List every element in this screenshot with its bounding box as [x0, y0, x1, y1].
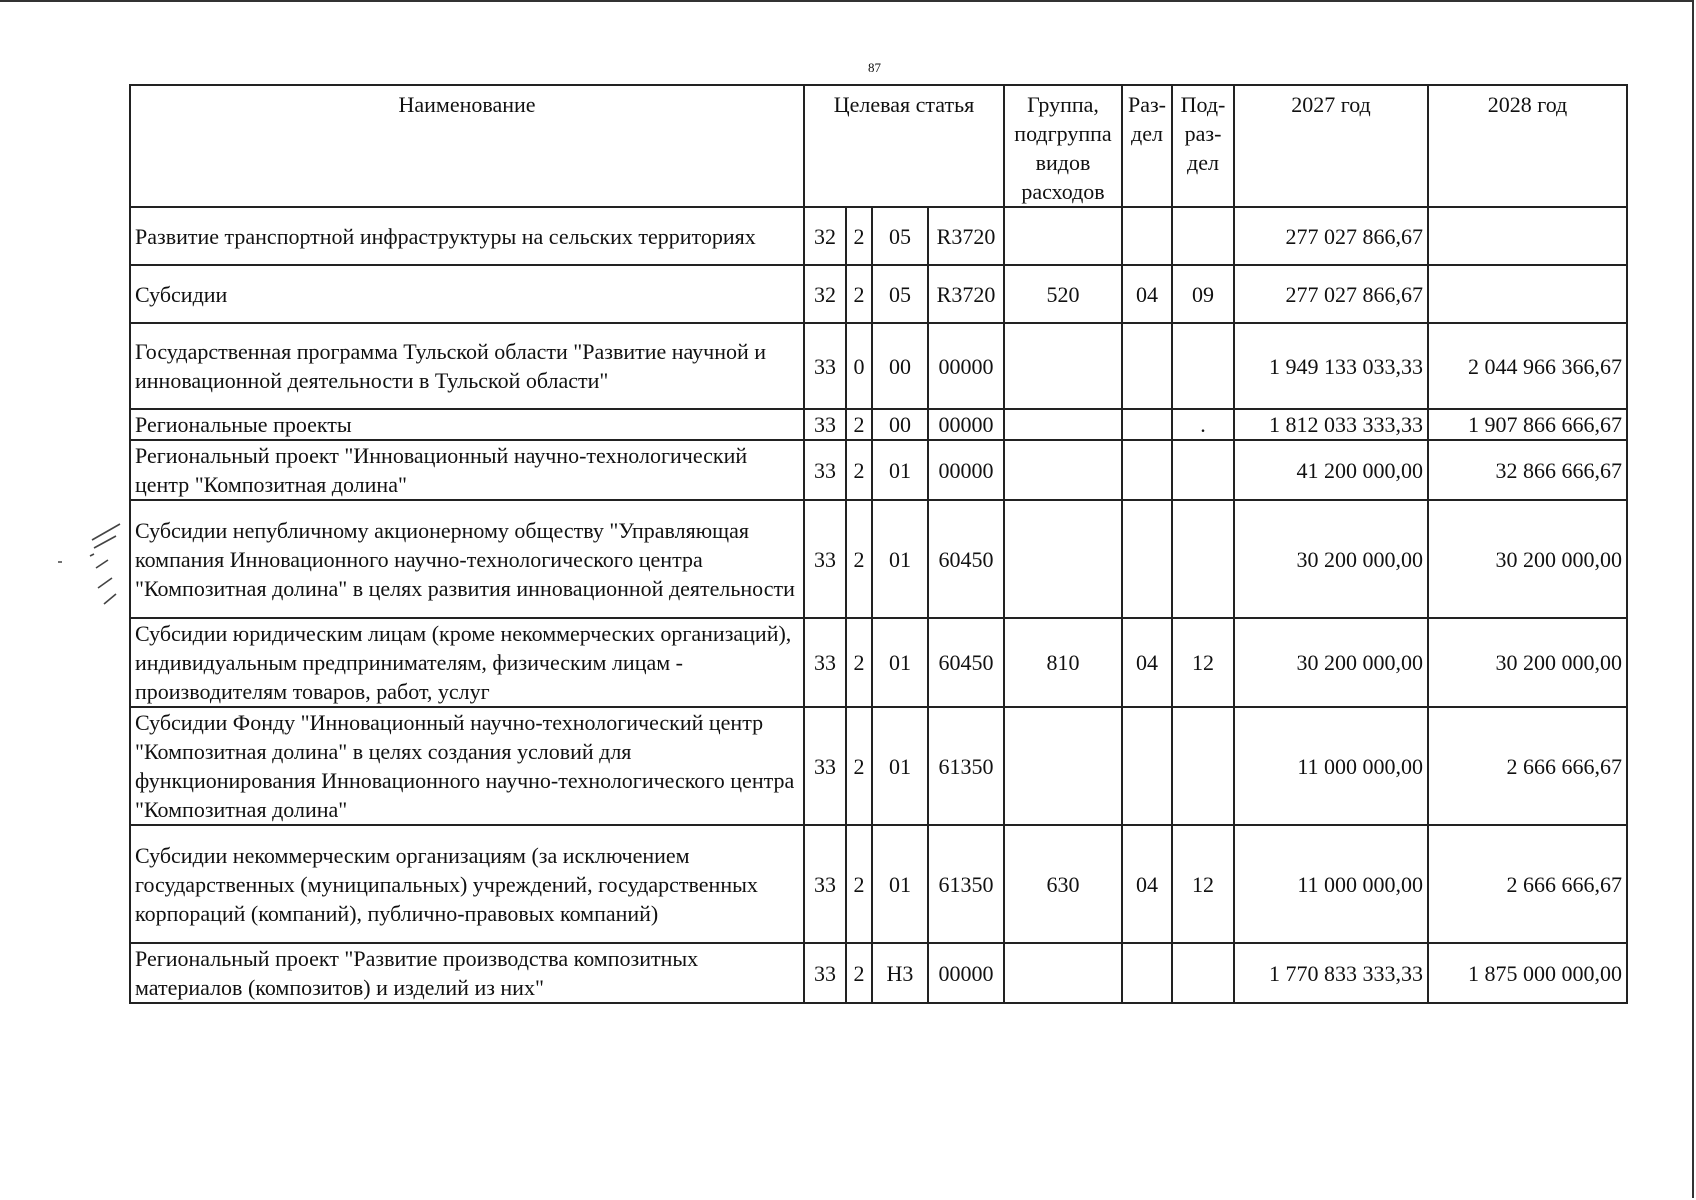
header-subsection: Под-раз-дел — [1172, 85, 1234, 207]
code-expense: 00000 — [928, 409, 1004, 440]
section — [1122, 207, 1172, 265]
amount-2028: 30 200 000,00 — [1428, 500, 1627, 618]
header-year-2028: 2028 год — [1428, 85, 1627, 207]
code-program: 33 — [804, 409, 846, 440]
row-name: Развитие транспортной инфраструктуры на сельских территориях — [130, 207, 804, 265]
expense-group — [1004, 409, 1122, 440]
handwritten-mark — [50, 520, 130, 620]
row-name: Субсидии юридическим лицам (кроме некоммерческих организаций), индивидуальным предпринимателям, физическим лицам - производителям товаров, работ, услуг — [130, 618, 804, 707]
expense-group: 810 — [1004, 618, 1122, 707]
expense-group — [1004, 500, 1122, 618]
amount-2028: 1 875 000 000,00 — [1428, 943, 1627, 1003]
row-name: Субсидии Фонду "Инновационный научно-технологический центр "Композитная долина" в целях создания условий для функционирования Инновационного научно-технологического центра "Композитная долина" — [130, 707, 804, 825]
amount-2027: 30 200 000,00 — [1234, 500, 1428, 618]
expense-group: 630 — [1004, 825, 1122, 943]
subsection: 12 — [1172, 618, 1234, 707]
section — [1122, 500, 1172, 618]
table-row — [130, 207, 1627, 265]
code-direction: Н3 — [872, 943, 928, 1003]
table-row — [130, 265, 1627, 323]
code-type: 2 — [846, 618, 872, 707]
subsection: 09 — [1172, 265, 1234, 323]
amount-2027: 1 770 833 333,33 — [1234, 943, 1428, 1003]
code-program: 33 — [804, 825, 846, 943]
subsection — [1172, 707, 1234, 825]
section — [1122, 409, 1172, 440]
amount-2028: 30 200 000,00 — [1428, 618, 1627, 707]
amount-2027: 1 949 133 033,33 — [1234, 323, 1428, 409]
code-expense: 00000 — [928, 440, 1004, 500]
code-expense: 00000 — [928, 323, 1004, 409]
code-type: 2 — [846, 500, 872, 618]
table-header-row — [130, 85, 1627, 207]
amount-2028: 2 666 666,67 — [1428, 707, 1627, 825]
table-row — [130, 707, 1627, 825]
expense-group — [1004, 207, 1122, 265]
amount-2027: 11 000 000,00 — [1234, 825, 1428, 943]
code-program: 33 — [804, 943, 846, 1003]
section: 04 — [1122, 825, 1172, 943]
row-name: Региональный проект "Развитие производства композитных материалов (композитов) и изделий из них" — [130, 943, 804, 1003]
table-row — [130, 500, 1627, 618]
section — [1122, 323, 1172, 409]
table-row — [130, 323, 1627, 409]
header-target-article: Целевая статья — [804, 85, 1004, 207]
row-name: Региональный проект "Инновационный научно-технологический центр "Композитная долина" — [130, 440, 804, 500]
code-expense: R3720 — [928, 265, 1004, 323]
subsection: 12 — [1172, 825, 1234, 943]
table-row — [130, 943, 1627, 1003]
amount-2027: 41 200 000,00 — [1234, 440, 1428, 500]
code-type: 2 — [846, 825, 872, 943]
code-program: 32 — [804, 207, 846, 265]
code-type: 2 — [846, 943, 872, 1003]
amount-2028 — [1428, 207, 1627, 265]
code-direction: 01 — [872, 500, 928, 618]
header-group: Группа, подгруппа видов расходов — [1004, 85, 1122, 207]
code-direction: 00 — [872, 323, 928, 409]
code-expense: 61350 — [928, 707, 1004, 825]
amount-2027: 277 027 866,67 — [1234, 265, 1428, 323]
section — [1122, 707, 1172, 825]
expense-group: 520 — [1004, 265, 1122, 323]
amount-2028: 2 666 666,67 — [1428, 825, 1627, 943]
section — [1122, 440, 1172, 500]
code-direction: 01 — [872, 825, 928, 943]
amount-2027: 1 812 033 333,33 — [1234, 409, 1428, 440]
section: 04 — [1122, 265, 1172, 323]
page-number: 87 — [868, 60, 881, 75]
budget-table — [129, 84, 1628, 1004]
table-row — [130, 440, 1627, 500]
table-row — [130, 825, 1627, 943]
code-program: 33 — [804, 500, 846, 618]
subsection — [1172, 440, 1234, 500]
code-program: 33 — [804, 707, 846, 825]
row-name: Субсидии некоммерческим организациям (за исключением государственных (муниципальных) учреждений, государственных корпораций (компаний), публично-правовых компаний) — [130, 825, 804, 943]
code-type: 0 — [846, 323, 872, 409]
expense-group — [1004, 943, 1122, 1003]
subsection — [1172, 207, 1234, 265]
code-expense: 61350 — [928, 825, 1004, 943]
row-name: Субсидии непубличному акционерному обществу "Управляющая компания Инновационного научно-технологического центра "Композитная долина" в целях развития инновационной деятельности — [130, 500, 804, 618]
table-row — [130, 618, 1627, 707]
code-direction: 01 — [872, 707, 928, 825]
amount-2028 — [1428, 265, 1627, 323]
code-direction: 05 — [872, 265, 928, 323]
subsection — [1172, 500, 1234, 618]
code-program: 33 — [804, 440, 846, 500]
amount-2028: 1 907 866 666,67 — [1428, 409, 1627, 440]
code-expense: 60450 — [928, 500, 1004, 618]
subsection — [1172, 323, 1234, 409]
subsection: . — [1172, 409, 1234, 440]
amount-2027: 30 200 000,00 — [1234, 618, 1428, 707]
row-name: Государственная программа Тульской области "Развитие научной и инновационной деятельности в Тульской области" — [130, 323, 804, 409]
amount-2027: 11 000 000,00 — [1234, 707, 1428, 825]
expense-group — [1004, 323, 1122, 409]
code-direction: 00 — [872, 409, 928, 440]
code-program: 33 — [804, 323, 846, 409]
code-type: 2 — [846, 265, 872, 323]
subsection — [1172, 943, 1234, 1003]
code-program: 32 — [804, 265, 846, 323]
code-type: 2 — [846, 409, 872, 440]
header-year-2027: 2027 год — [1234, 85, 1428, 207]
row-name: Региональные проекты — [130, 409, 804, 440]
amount-2028: 2 044 966 366,67 — [1428, 323, 1627, 409]
code-direction: 01 — [872, 440, 928, 500]
amount-2027: 277 027 866,67 — [1234, 207, 1428, 265]
amount-2028: 32 866 666,67 — [1428, 440, 1627, 500]
code-expense: 60450 — [928, 618, 1004, 707]
code-type: 2 — [846, 707, 872, 825]
table-row — [130, 409, 1627, 440]
code-expense: R3720 — [928, 207, 1004, 265]
code-expense: 00000 — [928, 943, 1004, 1003]
header-name: Наименование — [130, 85, 804, 207]
section — [1122, 943, 1172, 1003]
expense-group — [1004, 707, 1122, 825]
section: 04 — [1122, 618, 1172, 707]
code-direction: 01 — [872, 618, 928, 707]
row-name: Субсидии — [130, 265, 804, 323]
header-section: Раз-дел — [1122, 85, 1172, 207]
code-direction: 05 — [872, 207, 928, 265]
code-program: 33 — [804, 618, 846, 707]
code-type: 2 — [846, 440, 872, 500]
expense-group — [1004, 440, 1122, 500]
code-type: 2 — [846, 207, 872, 265]
